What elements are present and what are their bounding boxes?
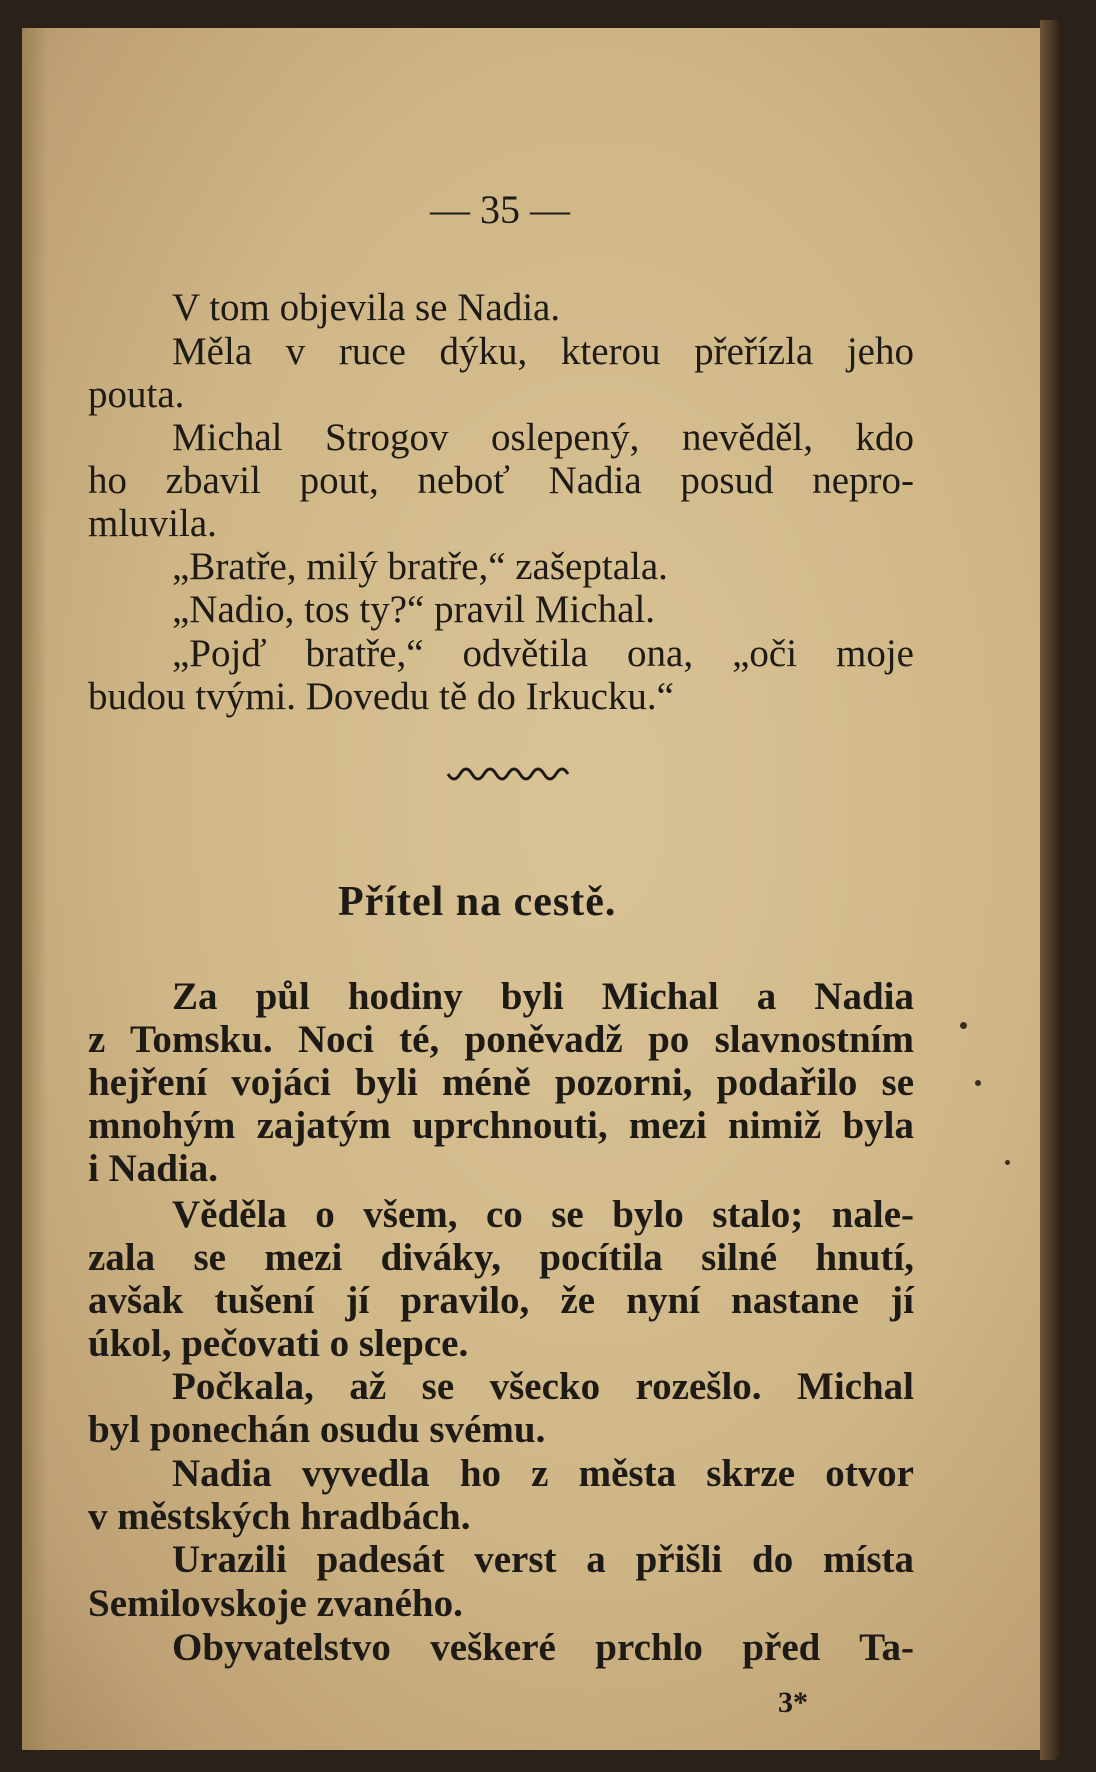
text-line: úkol, pečovati o slepce. [88,1322,469,1365]
paper-speck [975,1080,981,1086]
text-line: Za půl hodiny byli Michal a Nadia [172,975,914,1018]
text-line: „Nadio, tos ty?“ pravil Michal. [172,588,656,631]
text-line: byl ponechán osudu svému. [88,1408,546,1451]
paper-speck [1005,1160,1010,1165]
text-line: zala se mezi diváky, pocítila silné hnutí, [88,1236,914,1279]
page-number: — 35 — [430,187,570,232]
text-line: mnohým zajatým uprchnouti, mezi nimiž byla [88,1104,914,1147]
text-line: Nadia vyvedla ho z města skrze otvor [172,1452,914,1495]
section-heading: Přítel na cestě. [338,879,617,925]
text-line: v městských hradbách. [88,1495,471,1538]
text-line: Semilovskoje zvaného. [88,1582,463,1625]
text-line: Michal Strogov oslepený, nevěděl, kdo [172,416,914,459]
text-line: z Tomsku. Noci té, poněvadž po slavnostním [88,1018,914,1061]
printer-signature-mark: 3* [778,1686,808,1719]
text-line: V tom objevila se Nadia. [172,286,561,329]
text-line: Věděla o všem, co se bylo stalo; nale- [172,1193,914,1236]
text-line: „Bratře, milý bratře,“ zašeptala. [172,545,668,588]
text-line: budou tvými. Dovedu tě do Irkucku.“ [88,675,674,718]
wavy-divider-ornament [446,766,572,788]
text-line: ho zbavil pout, neboť Nadia posud nepro- [88,459,914,502]
page-spine-shadow [22,28,48,1750]
text-line: pouta. [88,373,185,416]
text-line: i Nadia. [88,1147,219,1190]
text-line: mluvila. [88,502,217,545]
text-line: Měla v ruce dýku, kterou přeřízla jeho [172,330,914,373]
paper-speck [960,1022,967,1029]
text-line: avšak tušení jí pravilo, že nyní nastane jí [88,1279,914,1322]
text-line: Počkala, až se všecko rozešlo. Michal [172,1365,914,1408]
text-line: Obyvatelstvo veškeré prchlo před Ta- [172,1626,914,1669]
page-edge [1040,20,1062,1760]
text-line: Urazili padesát verst a přišli do místa [172,1538,914,1581]
text-line: „Pojď bratře,“ odvětila ona, „oči moje [172,632,914,675]
text-line: hejření vojáci byli méně pozorni, podařilo se [88,1061,914,1104]
